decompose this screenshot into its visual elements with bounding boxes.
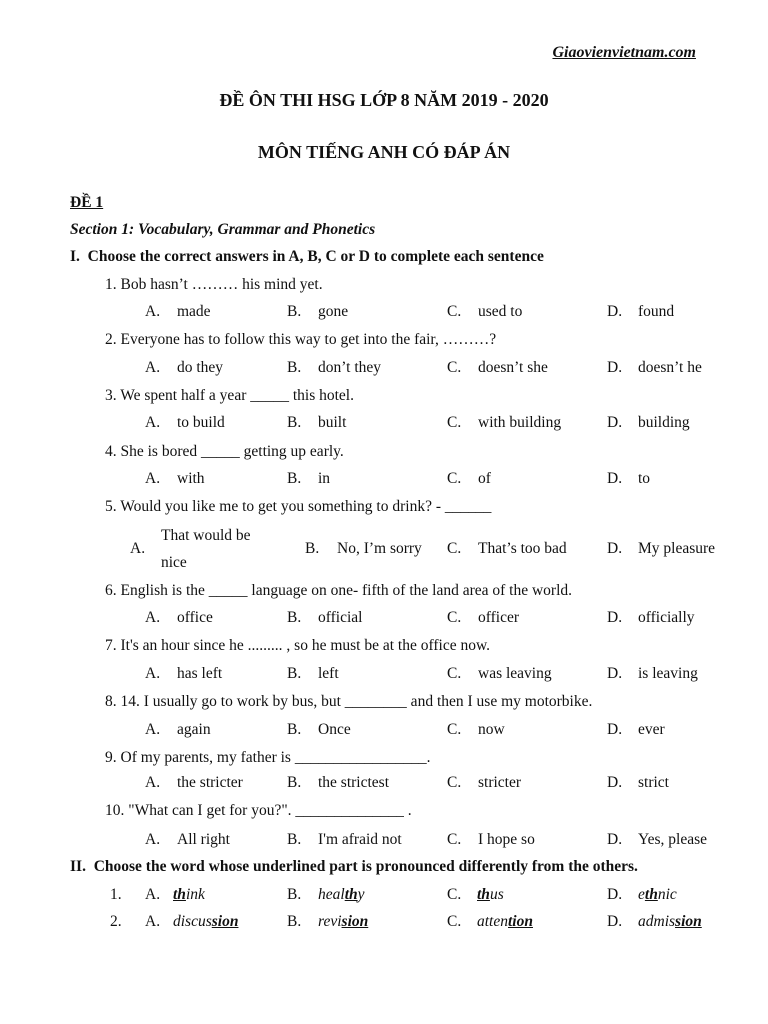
option-letter-c: C.: [447, 774, 462, 791]
option-letter-c: C.: [447, 665, 462, 682]
question: 10. "What can I get for you?". ______________ .: [105, 802, 412, 819]
word-part: admis: [638, 913, 676, 930]
option-letter-a: A.: [145, 913, 161, 930]
option-letter-b: B.: [287, 414, 302, 431]
option-a[interactable]: That would be nice: [161, 527, 251, 571]
question: 6. English is the _____ language on one- fifth of the land area of the world.: [105, 582, 573, 599]
underlined-part: sion: [675, 913, 702, 930]
question: 5. Would you like me to get you something to drink? - ______: [105, 498, 492, 515]
option-letter-a: A.: [145, 470, 161, 487]
option-c[interactable]: officer: [478, 609, 520, 626]
word-part: y: [357, 886, 365, 903]
underlined-part: th: [173, 886, 186, 903]
option-a[interactable]: [173, 913, 238, 931]
option-b[interactable]: official: [318, 609, 363, 626]
option-c[interactable]: doesn’t she: [478, 359, 548, 376]
option-letter-a: A.: [145, 831, 161, 848]
phonetics-number: 2.: [110, 913, 122, 930]
option-b[interactable]: No, I’m sorry: [337, 540, 422, 557]
option-letter-d: D.: [607, 540, 623, 557]
underlined-part: th: [477, 886, 490, 903]
option-letter-c: C.: [447, 886, 462, 903]
option-a[interactable]: All right: [177, 831, 230, 848]
option-letter-c: C.: [447, 913, 462, 930]
option-c[interactable]: of: [478, 470, 491, 487]
part-1-heading: [70, 248, 544, 266]
word-part: us: [489, 886, 504, 903]
option-letter-b: B.: [287, 303, 302, 320]
option-letter-c: C.: [447, 470, 462, 487]
option-letter-d: D.: [607, 609, 623, 626]
option-c[interactable]: stricter: [478, 774, 522, 791]
option-letter-a: A.: [145, 414, 161, 431]
option-c[interactable]: [477, 886, 504, 904]
question: 3. We spent half a year _____ this hotel.: [105, 387, 354, 404]
option-b[interactable]: built: [318, 414, 347, 431]
option-letter-b: B.: [305, 540, 320, 557]
option-letter-b: B.: [287, 774, 302, 791]
option-letter-d: D.: [607, 721, 623, 738]
option-letter-d: D.: [607, 359, 623, 376]
option-b[interactable]: in: [318, 470, 331, 487]
question: 9. Of my parents, my father is _________________.: [105, 749, 431, 766]
option-letter-a: A.: [145, 303, 161, 320]
word-part: revi: [318, 913, 342, 930]
option-b[interactable]: Once: [318, 721, 351, 738]
option-a[interactable]: with: [177, 470, 205, 487]
option-letter-c: C.: [447, 831, 462, 848]
exam-label: ĐỀ 1: [70, 194, 104, 211]
option-a[interactable]: do they: [177, 359, 224, 376]
option-letter-d: D.: [607, 665, 623, 682]
option-a[interactable]: made: [177, 303, 211, 320]
option-d[interactable]: is leaving: [638, 665, 698, 682]
option-letter-a: A.: [130, 540, 146, 557]
option-letter-d: D.: [607, 886, 623, 903]
option-a[interactable]: office: [177, 609, 213, 626]
option-d[interactable]: [638, 913, 702, 931]
underlined-part: th: [344, 886, 358, 903]
option-letter-b: B.: [287, 886, 302, 903]
option-a[interactable]: to build: [177, 414, 225, 431]
option-letter-c: C.: [447, 359, 462, 376]
option-d[interactable]: building: [638, 414, 690, 431]
option-d[interactable]: strict: [638, 774, 669, 791]
option-c[interactable]: now: [478, 721, 505, 738]
option-b[interactable]: [318, 886, 365, 904]
option-letter-c: C.: [447, 540, 462, 557]
underlined-part: tion: [508, 913, 533, 930]
option-b[interactable]: [318, 913, 368, 931]
option-letter-a: A.: [145, 665, 161, 682]
option-letter-b: B.: [287, 609, 302, 626]
word-part: ink: [185, 886, 205, 903]
option-letter-c: C.: [447, 414, 462, 431]
question: 8. 14. I usually go to work by bus, but ________ and then I use my motorbike.: [105, 693, 593, 710]
option-letter-d: D.: [607, 774, 623, 791]
option-letter-b: B.: [287, 831, 302, 848]
part-1-number: I.: [70, 248, 80, 265]
option-letter-a: A.: [145, 721, 161, 738]
option-b[interactable]: the strictest: [318, 774, 390, 791]
option-a[interactable]: has left: [177, 665, 223, 682]
word-part: atten: [477, 913, 508, 930]
option-letter-c: C.: [447, 303, 462, 320]
question: 2. Everyone has to follow this way to get into the fair, ………?: [105, 331, 497, 348]
option-b[interactable]: left: [318, 665, 339, 682]
option-letter-c: C.: [447, 721, 462, 738]
option-letter-b: B.: [287, 665, 302, 682]
option-d[interactable]: Yes, please: [638, 831, 708, 848]
option-letter-d: D.: [607, 303, 623, 320]
phonetics-number: 1.: [110, 886, 122, 903]
word-part: heal: [318, 886, 345, 903]
option-letter-d: D.: [607, 470, 623, 487]
option-a[interactable]: the stricter: [177, 774, 243, 791]
word-part: e: [638, 886, 645, 903]
option-d[interactable]: to: [638, 470, 651, 487]
option-letter-a: A.: [145, 774, 161, 791]
option-c[interactable]: used to: [478, 303, 523, 320]
section-heading: Section 1: Vocabulary, Grammar and Phonetics: [70, 221, 376, 238]
option-letter-a: A.: [145, 359, 161, 376]
option-b[interactable]: don’t they: [318, 359, 381, 376]
option-letter-b: B.: [287, 913, 302, 930]
option-d[interactable]: officially: [638, 609, 695, 626]
underlined-part: th: [644, 886, 658, 903]
word-part: nic: [657, 886, 677, 903]
option-letter-d: D.: [607, 831, 623, 848]
option-d[interactable]: ever: [638, 721, 665, 738]
underlined-part: sion: [341, 913, 369, 930]
question: 7. It's an hour since he ......... , so he must be at the office now.: [105, 637, 491, 654]
option-d[interactable]: doesn’t he: [638, 359, 702, 376]
part-1-instruction: Choose the correct answers in A, B, C or D to complete each sentence: [87, 248, 544, 265]
option-b[interactable]: gone: [318, 303, 349, 320]
page-title: ĐỀ ÔN THI HSG LỚP 8 NĂM 2019 - 2020: [219, 90, 549, 110]
option-letter-a: A.: [145, 609, 161, 626]
option-letter-b: B.: [287, 359, 302, 376]
option-a[interactable]: again: [177, 721, 211, 738]
option-a[interactable]: [173, 886, 205, 904]
question: 1. Bob hasn’t ……… his mind yet.: [105, 276, 323, 293]
option-d[interactable]: [638, 886, 677, 904]
option-letter-c: C.: [447, 609, 462, 626]
option-letter-b: B.: [287, 470, 302, 487]
option-c[interactable]: I hope so: [478, 831, 535, 848]
option-d[interactable]: found: [638, 303, 675, 320]
option-b[interactable]: I'm afraid not: [318, 831, 402, 848]
option-letter-d: D.: [607, 913, 623, 930]
part-2-instruction: Choose the word whose underlined part is pronounced differently from the others.: [93, 858, 638, 875]
option-c[interactable]: That’s too bad: [478, 540, 567, 557]
page-subtitle: MÔN TIẾNG ANH CÓ ĐÁP ÁN: [257, 142, 511, 162]
word-part: discus: [173, 913, 212, 930]
option-letter-b: B.: [287, 721, 302, 738]
part-2-heading: [70, 858, 638, 876]
underlined-part: sion: [211, 913, 239, 930]
option-c[interactable]: was leaving: [478, 665, 552, 682]
question: 4. She is bored _____ getting up early.: [105, 443, 344, 460]
option-c[interactable]: [477, 913, 533, 931]
option-c[interactable]: with building: [478, 414, 562, 431]
site-link[interactable]: Giaovienvietnam.com: [552, 44, 696, 61]
part-2-number: II.: [70, 858, 86, 875]
option-letter-a: A.: [145, 886, 161, 903]
option-letter-d: D.: [607, 414, 623, 431]
option-d[interactable]: My pleasure: [638, 540, 716, 557]
